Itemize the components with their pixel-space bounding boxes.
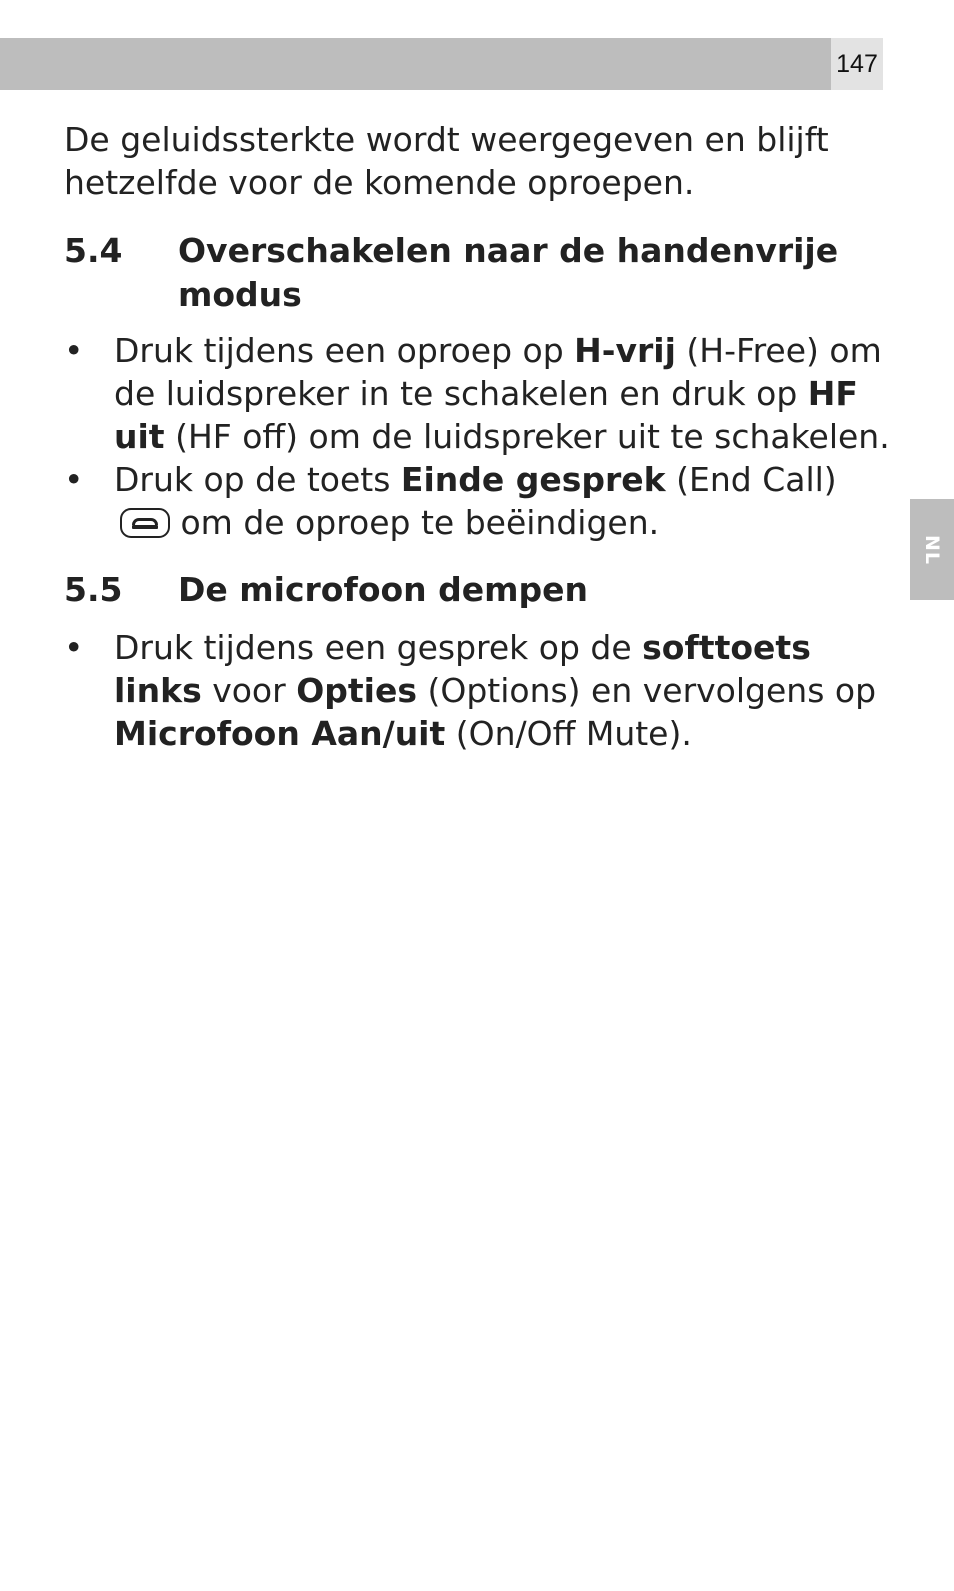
- bullet-list-5-5: [64, 626, 894, 755]
- bullet-icon: •: [64, 628, 84, 667]
- language-tab: [910, 499, 954, 600]
- key-label: HF uit: [114, 374, 858, 456]
- page-content: [64, 118, 894, 755]
- section-title: De microfoon dempen: [178, 570, 589, 609]
- key-label: Microfoon Aan/uit: [114, 714, 446, 753]
- bullet-list-5-4: [64, 329, 894, 544]
- key-label: Einde gesprek: [400, 460, 666, 499]
- bullet-icon: •: [64, 460, 84, 499]
- section-heading-5-4: [64, 229, 894, 317]
- bullet-icon: •: [64, 331, 84, 370]
- key-label: softtoets links: [114, 628, 811, 710]
- key-label: Opties: [296, 671, 417, 710]
- section-heading-5-5: [64, 568, 894, 612]
- header-bar: [0, 38, 831, 90]
- list-item: • Druk op de toets Einde gesprek (End Call) om de oproep te beëindigen.: [64, 460, 837, 542]
- page-number: 147: [831, 38, 883, 90]
- section-number: 5.4: [64, 231, 123, 270]
- end-call-key-icon: [120, 508, 170, 538]
- key-label: H-vrij: [574, 331, 676, 370]
- list-item: • Druk tijdens een gesprek op de softtoets links voor Opties (Options) en vervolgens op Microfoon Aan/uit (On/Off Mute).: [64, 628, 877, 753]
- intro-paragraph: De geluidssterkte wordt weergegeven en blijft hetzelfde voor de komende oproepen.: [64, 120, 829, 202]
- section-number: 5.5: [64, 570, 123, 609]
- language-tab-label: NL: [921, 534, 943, 565]
- list-item: • Druk tijdens een oproep op H-vrij (H-Free) om de luidspreker in te schakelen en druk op HF uit (HF off) om de luidspreker uit te schakelen.: [64, 331, 890, 456]
- section-title: Overschakelen naar de handenvrije modus: [178, 231, 839, 314]
